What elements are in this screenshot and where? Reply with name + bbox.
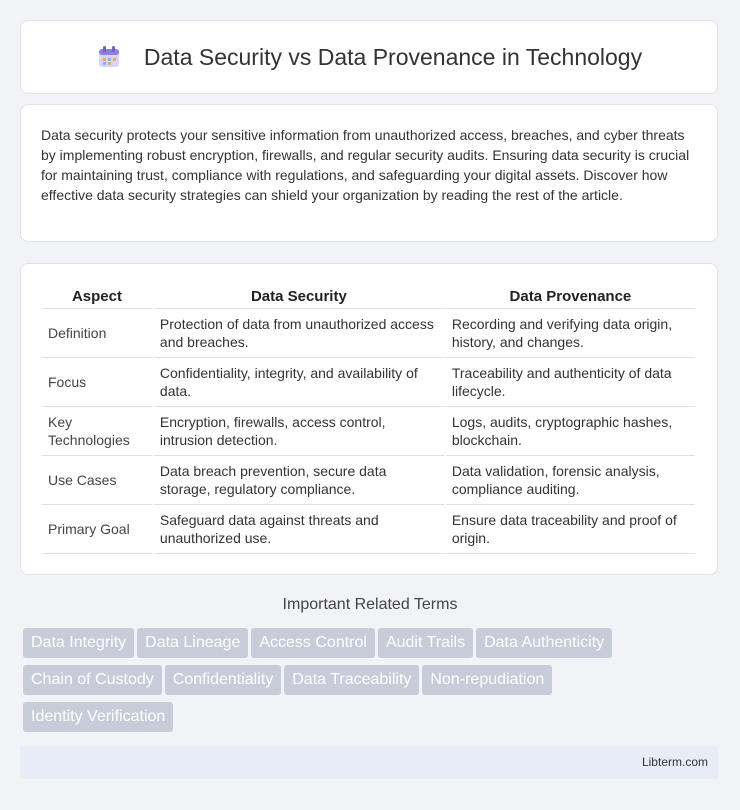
tag-chain-of-custody[interactable]: Chain of Custody [23, 665, 162, 695]
row-data-provenance: Ensure data traceability and proof of origin. [446, 505, 695, 554]
page-title: Data Security vs Data Provenance in Technology [143, 43, 643, 70]
related-terms-list [23, 628, 723, 739]
header-aspect: Aspect [42, 284, 152, 309]
comparison-table [40, 284, 697, 554]
intro-text: Data security protects your sensitive information from unauthorized access, breaches, and cyber threats by implementing robust encryption, firewalls, and regular security audits. Ensuring data security is crucial for maintaining trust, compliance with regulations, and safeguarding your digital assets. Discover how effective data security strategies can shield your organization by reading the rest of the article. [41, 127, 690, 203]
tag-data-lineage[interactable]: Data Lineage [137, 628, 248, 658]
row-data-security: Data breach prevention, secure data storage, regulatory compliance. [154, 456, 444, 505]
header-data-security: Data Security [154, 284, 444, 309]
tag-audit-trails[interactable]: Audit Trails [378, 628, 473, 658]
tag-access-control[interactable]: Access Control [251, 628, 375, 658]
tag-data-integrity[interactable]: Data Integrity [23, 628, 134, 658]
row-data-security: Protection of data from unauthorized access and breaches. [154, 309, 444, 358]
intro-card [20, 104, 718, 242]
tag-non-repudiation[interactable]: Non-repudiation [422, 665, 552, 695]
table-header-row [42, 284, 695, 309]
tag-data-traceability[interactable]: Data Traceability [284, 665, 419, 695]
calendar-icon [96, 44, 122, 70]
tag-identity-verification[interactable]: Identity Verification [23, 702, 173, 732]
row-aspect: Primary Goal [42, 505, 152, 554]
row-data-provenance: Data validation, forensic analysis, compliance auditing. [446, 456, 695, 505]
header-data-provenance: Data Provenance [446, 284, 695, 309]
related-terms-title: Important Related Terms [282, 596, 458, 613]
tag-confidentiality[interactable]: Confidentiality [165, 665, 282, 695]
table-row [42, 358, 695, 407]
row-data-provenance: Recording and verifying data origin, history, and changes. [446, 309, 695, 358]
table-row [42, 505, 695, 554]
row-data-security: Confidentiality, integrity, and availability of data. [154, 358, 444, 407]
table-row [42, 407, 695, 456]
row-aspect: Definition [42, 309, 152, 358]
row-aspect: Use Cases [42, 456, 152, 505]
comparison-card [20, 263, 718, 575]
table-row [42, 456, 695, 505]
footer-site-link[interactable]: Libterm.com [641, 755, 708, 769]
row-aspect: Focus [42, 358, 152, 407]
tag-data-authenticity[interactable]: Data Authenticity [476, 628, 612, 658]
row-data-provenance: Traceability and authenticity of data lifecycle. [446, 358, 695, 407]
row-data-security: Safeguard data against threats and unauthorized use. [154, 505, 444, 554]
header-card [20, 20, 718, 94]
row-aspect: Key Technologies [42, 407, 152, 456]
footer [20, 746, 718, 779]
row-data-security: Encryption, firewalls, access control, intrusion detection. [154, 407, 444, 456]
row-data-provenance: Logs, audits, cryptographic hashes, blockchain. [446, 407, 695, 456]
table-row [42, 309, 695, 358]
